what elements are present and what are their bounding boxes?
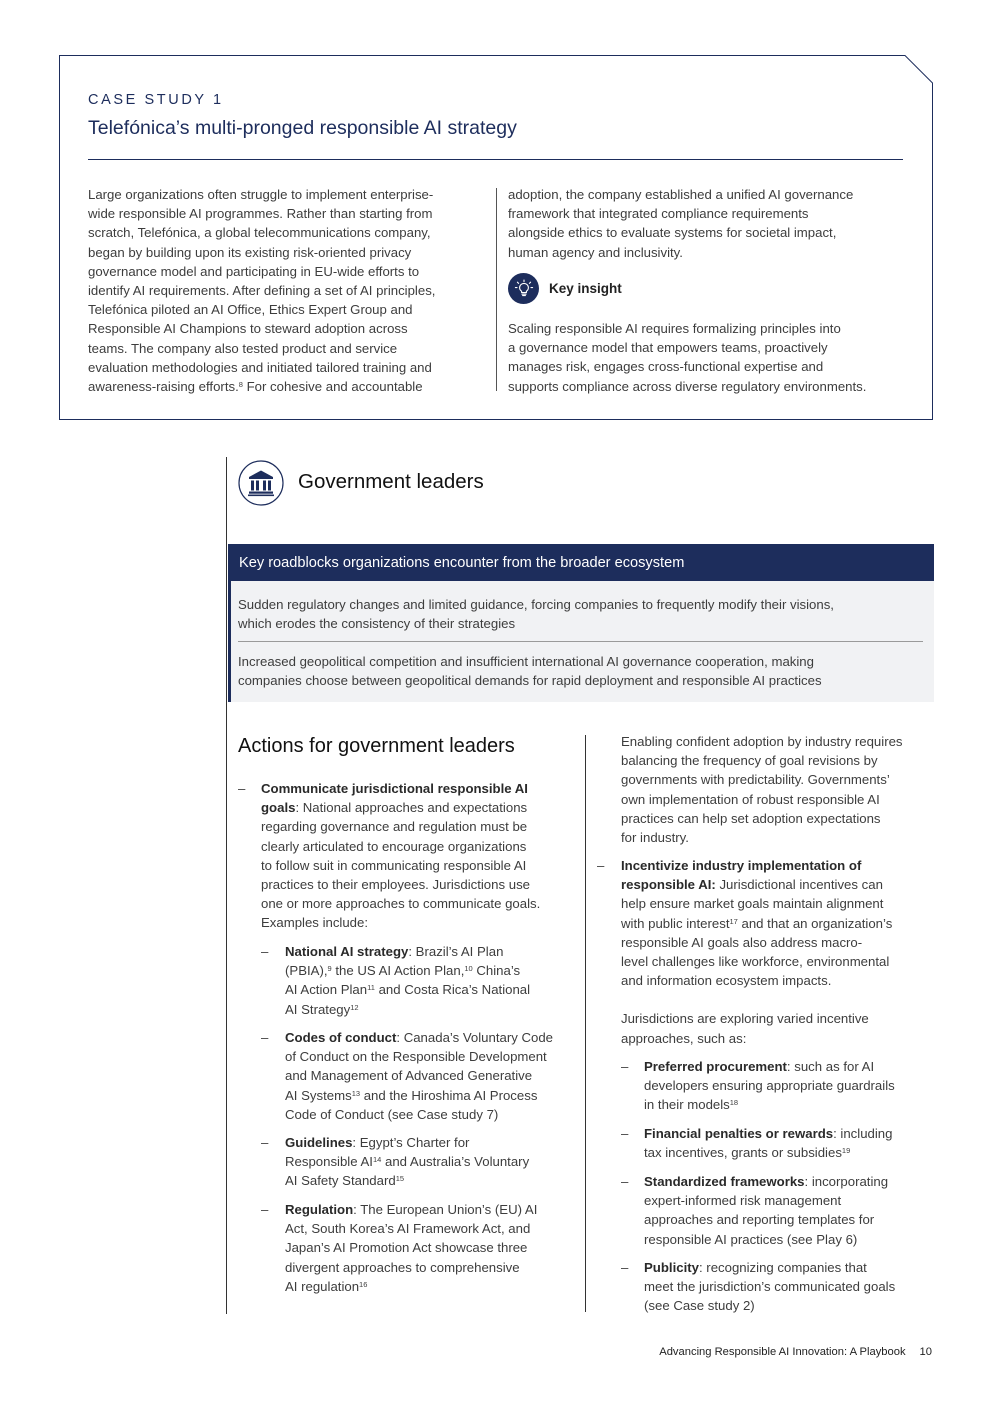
footnote-ref[interactable]: 10	[464, 964, 473, 974]
case-study-title: Telefónica’s multi-pronged responsible AI strategy	[88, 117, 517, 139]
dash-bullet: –	[621, 1260, 629, 1275]
footnote-ref[interactable]: 18	[729, 1098, 739, 1108]
text-line: framework that integrated compliance requirements	[508, 206, 809, 222]
document-title: Advancing Responsible AI Innovation: A Playbook	[659, 1346, 906, 1358]
panel-accent-bar	[228, 581, 231, 702]
case-study-box	[59, 55, 933, 420]
actions-title: Actions for government leaders	[238, 735, 515, 757]
footnote-ref[interactable]: 16	[359, 1279, 368, 1289]
roadblock-item: Sudden regulatory changes and limited guidance, forcing companies to frequently modify their visions, which erodes the consistency of their strategies	[238, 597, 834, 632]
text-line: alongside ethics to evaluate systems for societal impact,	[508, 225, 837, 241]
dash-bullet: –	[597, 858, 605, 873]
text-line: Scaling responsible AI requires formalizing principles into	[508, 321, 841, 336]
government-building-icon	[238, 460, 284, 506]
text-line: wide responsible AI programmes. Rather than starting from	[88, 206, 433, 222]
footnote-ref[interactable]: 8	[238, 380, 243, 390]
footnote-ref[interactable]: 9	[327, 964, 332, 974]
text-line: evaluation methodologies and initiated tailored training and	[88, 359, 432, 375]
text-line: identify AI requirements. After defining a set of AI principles,	[88, 283, 436, 299]
text-line: governance model and participating in EU-wide efforts to	[88, 263, 420, 279]
footnote-ref[interactable]: 14	[372, 1155, 382, 1165]
footnote-ref[interactable]: 11	[367, 983, 375, 993]
text-line: teams. The company also tested product and service	[88, 340, 398, 356]
text-line: Large organizations often struggle to implement enterprise-	[88, 187, 434, 202]
key-insight-label: Key insight	[549, 281, 622, 296]
dash-bullet: –	[261, 1202, 269, 1217]
key-insight-header	[508, 273, 622, 304]
footnote-ref[interactable]: 12	[350, 1002, 359, 1012]
text-line: awareness-raising efforts.$^8$ For cohesive and accountable	[88, 379, 423, 395]
dash-bullet: –	[261, 1135, 269, 1150]
section-title: Government leaders	[298, 470, 484, 493]
text-line: a governance model that empowers teams, proactively	[508, 340, 828, 356]
page-footer	[0, 1346, 932, 1358]
section-vertical-rule	[226, 457, 227, 1314]
text-line: supports compliance across diverse regulatory environments.	[508, 378, 867, 394]
text-line: Responsible AI Champions to steward adoption across	[88, 321, 408, 337]
roadblocks-panel	[228, 581, 934, 702]
footnote-ref[interactable]: 15	[395, 1174, 405, 1184]
dash-bullet: –	[621, 1126, 629, 1141]
footnote-ref[interactable]: 17	[729, 916, 738, 926]
dash-bullet: –	[261, 944, 269, 959]
key-insight-text	[508, 319, 913, 396]
case-study-label: CASE STUDY 1	[88, 92, 224, 108]
column-divider	[585, 735, 586, 1312]
roadblocks-heading: Key roadblocks organizations encounter from the broader ecosystem	[228, 544, 934, 581]
case-study-left-column	[88, 185, 478, 396]
roadblock-divider	[238, 641, 923, 642]
dash-bullet: –	[621, 1059, 629, 1074]
dash-bullet: –	[238, 781, 246, 796]
text-line: adoption, the company established a unified AI governance	[508, 187, 854, 202]
text-line: began by building upon its existing risk-oriented privacy	[88, 244, 412, 260]
text-line: human agency and inclusivity.	[508, 244, 683, 260]
text-line: Telefónica piloted an AI Office, Ethics Expert Group and	[88, 302, 413, 318]
column-divider	[496, 188, 497, 391]
right-intro-paragraph: Enabling confident adoption by industry requires balancing the frequency of goal revisions by governments with predictability. Governments’ own implementation of robust responsible AI practices can help set adoption expectations for industry.	[621, 734, 903, 846]
dash-bullet: –	[621, 1174, 629, 1189]
text-line: scratch, Telefónica, a global telecommunications company,	[88, 225, 431, 241]
roadblock-item: Increased geopolitical competition and insufficient international AI governance cooperation, making companies choose between geopolitical demands for rapid deployment and responsible AI practices	[238, 654, 822, 689]
dash-bullet: –	[261, 1030, 269, 1045]
text-line: manages risk, engages cross-functional expertise and	[508, 359, 824, 375]
lightbulb-icon	[508, 273, 539, 304]
page-number: 10	[919, 1346, 932, 1358]
case-study-rule	[88, 159, 903, 160]
case-study-right-column	[508, 185, 913, 262]
footnote-ref[interactable]: 13	[351, 1088, 361, 1098]
footnote-ref[interactable]: 19	[841, 1146, 851, 1156]
